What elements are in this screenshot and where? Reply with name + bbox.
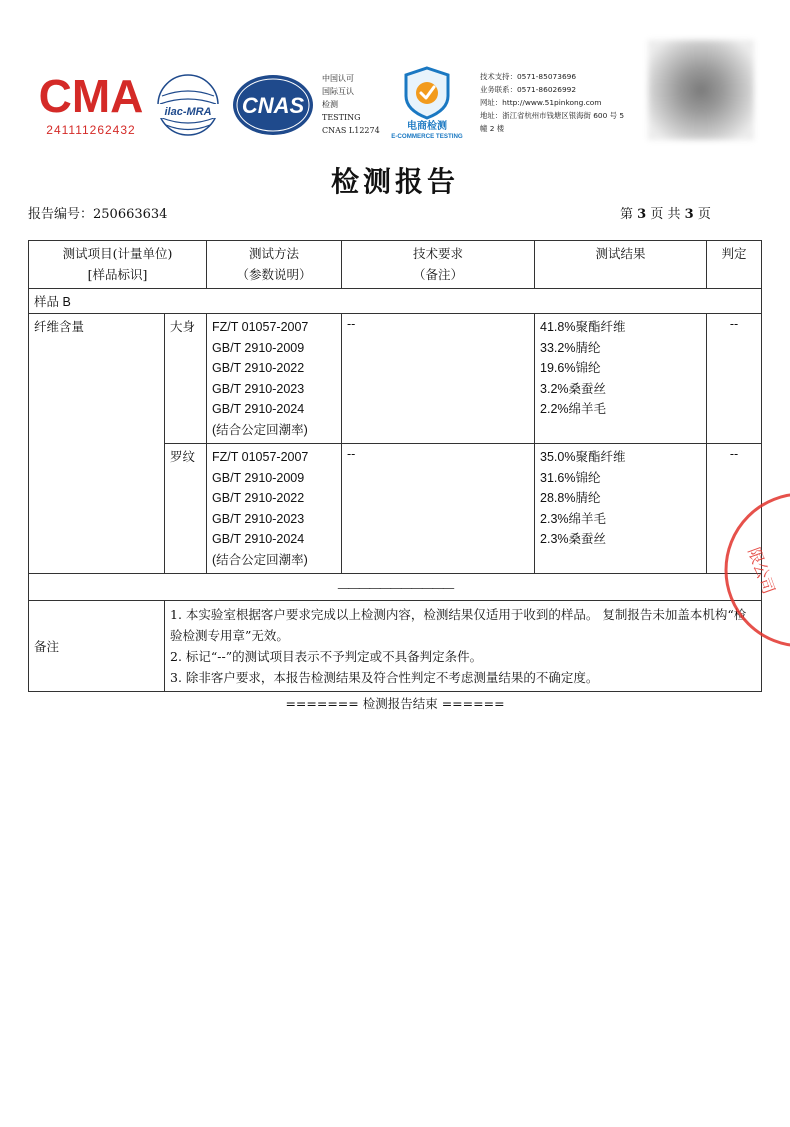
header-requirement-line2: （备注） <box>413 266 464 282</box>
method-cell <box>207 314 342 444</box>
contact-line: 网址：http://www.51pinkong.com <box>480 98 602 107</box>
result-line: 2.2%绵羊毛 <box>540 402 607 416</box>
result-cell <box>535 314 707 444</box>
result-line: 35.0%聚酯纤维 <box>540 450 626 464</box>
cnas-info-line: TESTING <box>322 113 361 122</box>
separator-cell <box>29 574 762 601</box>
method-line: (结合公定回潮率) <box>212 552 308 567</box>
result-line: 41.8%聚酯纤维 <box>540 320 626 334</box>
separator-row <box>29 574 762 601</box>
result-line: 28.8%腈纶 <box>540 491 601 505</box>
table-row <box>29 314 762 444</box>
contact-line: 业务联系：0571-86026992 <box>480 85 577 94</box>
contact-info <box>480 70 650 135</box>
blurred-qr-code <box>648 40 754 140</box>
header-item-line1: 测试项目(计量单位) <box>62 246 173 261</box>
result-line: 3.2%桑蚕丝 <box>540 381 607 396</box>
item-name: 纤维含量 <box>29 314 165 574</box>
result-cell <box>535 444 707 574</box>
contact-line: 地址：浙江省杭州市钱塘区银海街 600 号 5 <box>480 111 625 120</box>
company-seal-stamp <box>712 490 790 650</box>
report-number-value: 250663634 <box>93 207 168 222</box>
cma-logo <box>36 68 146 140</box>
judgement-cell: -- <box>707 444 762 574</box>
result-line: 31.6%锦纶 <box>540 470 601 485</box>
ecommerce-testing-logo <box>388 66 466 140</box>
sample-label: 样品 B <box>29 289 762 314</box>
requirement-cell: -- <box>342 444 535 574</box>
header-requirement <box>342 241 535 289</box>
stamp-text: 限公司 <box>744 544 779 597</box>
note-item: 3. 除非客户要求，本报告检测结果及符合性判定不考虑测量结果的不确定度。 <box>170 670 599 685</box>
method-line: (结合公定回潮率) <box>212 422 308 437</box>
part-name: 罗纹 <box>165 444 207 574</box>
header-method-line1: 测试方法 <box>249 246 300 261</box>
ilac-logo-text: ilac-MRA <box>164 106 212 118</box>
cnas-logo-text: CNAS <box>241 93 305 118</box>
report-number-label: 报告编号： <box>28 207 94 222</box>
header-method-line2: （参数说明） <box>236 266 312 282</box>
requirement-cell: -- <box>342 314 535 444</box>
note-item: 1. 本实验室根据客户要求完成以上检测内容，检测结果仅适用于收到的样品。 复制报告未加盖本机构“检验检测专用章”无效。 <box>170 607 747 643</box>
report-end-marker: ======= 检测报告结束 ====== <box>285 696 505 711</box>
cnas-info-line: 中国认可 <box>322 74 354 83</box>
header-item-line2: [样品标识] <box>87 266 148 282</box>
method-line: GB/T 2910-2024 <box>212 532 305 546</box>
method-line: GB/T 2910-2023 <box>212 381 305 396</box>
cma-code: 241111262432 <box>46 123 136 137</box>
ecom-logo-text: 电商检测 <box>407 121 447 132</box>
cnas-info <box>322 72 380 137</box>
cnas-info-line: 国际互认 <box>322 87 354 96</box>
result-line: 33.2%腈纶 <box>540 340 601 355</box>
separator-line: ——————————— <box>337 579 453 595</box>
method-line: GB/T 2910-2023 <box>212 511 305 526</box>
header-method <box>207 241 342 289</box>
ilac-mra-logo <box>152 72 224 138</box>
method-line: GB/T 2910-2022 <box>212 491 305 505</box>
ecom-logo-sub: E-COMMERCE TESTING <box>391 133 463 140</box>
method-line: FZ/T 01057-2007 <box>212 320 309 334</box>
method-line: GB/T 2910-2024 <box>212 402 305 416</box>
method-line: FZ/T 01057-2007 <box>212 450 309 464</box>
part-name: 大身 <box>165 314 207 444</box>
method-cell <box>207 444 342 574</box>
notes-label: 备注 <box>29 601 165 692</box>
page-total: 3 <box>684 207 694 222</box>
method-line: GB/T 2910-2009 <box>212 340 305 355</box>
method-line: GB/T 2910-2022 <box>212 361 305 375</box>
header-item <box>29 241 207 289</box>
notes-row <box>29 601 762 692</box>
page-indicator <box>620 203 711 222</box>
header-result-line1: 测试结果 <box>595 246 646 261</box>
result-line: 19.6%锦纶 <box>540 361 601 375</box>
page-current: 3 <box>637 207 647 222</box>
cnas-info-line: CNAS L12274 <box>322 126 380 135</box>
contact-line: 幢 2 楼 <box>480 124 505 133</box>
sample-row <box>29 289 762 314</box>
result-line: 2.3%绵羊毛 <box>540 511 607 526</box>
cma-logo-text: CMA <box>38 70 144 122</box>
header-judgement-line1: 判定 <box>721 246 747 261</box>
method-line: GB/T 2910-2009 <box>212 470 305 485</box>
contact-line: 技术支持：0571-85073696 <box>480 72 577 81</box>
report-number <box>28 203 167 222</box>
header-judgement <box>707 241 762 289</box>
notes-cell <box>165 601 762 692</box>
results-table <box>28 240 762 692</box>
page-pre: 第 <box>620 207 634 222</box>
cnas-logo <box>230 72 316 138</box>
report-title: 检测报告 <box>330 165 459 198</box>
table-header-row <box>29 241 762 289</box>
header-result <box>535 241 707 289</box>
header-requirement-line1: 技术要求 <box>413 246 464 261</box>
note-item: 2. 标记“--”的测试项目表示不予判定或不具备判定条件。 <box>170 649 483 664</box>
judgement-cell: -- <box>707 314 762 444</box>
result-line: 2.3%桑蚕丝 <box>540 532 607 546</box>
cnas-info-line: 检测 <box>322 100 338 109</box>
page-mid: 页 共 <box>650 207 681 222</box>
page-post: 页 <box>697 207 711 222</box>
